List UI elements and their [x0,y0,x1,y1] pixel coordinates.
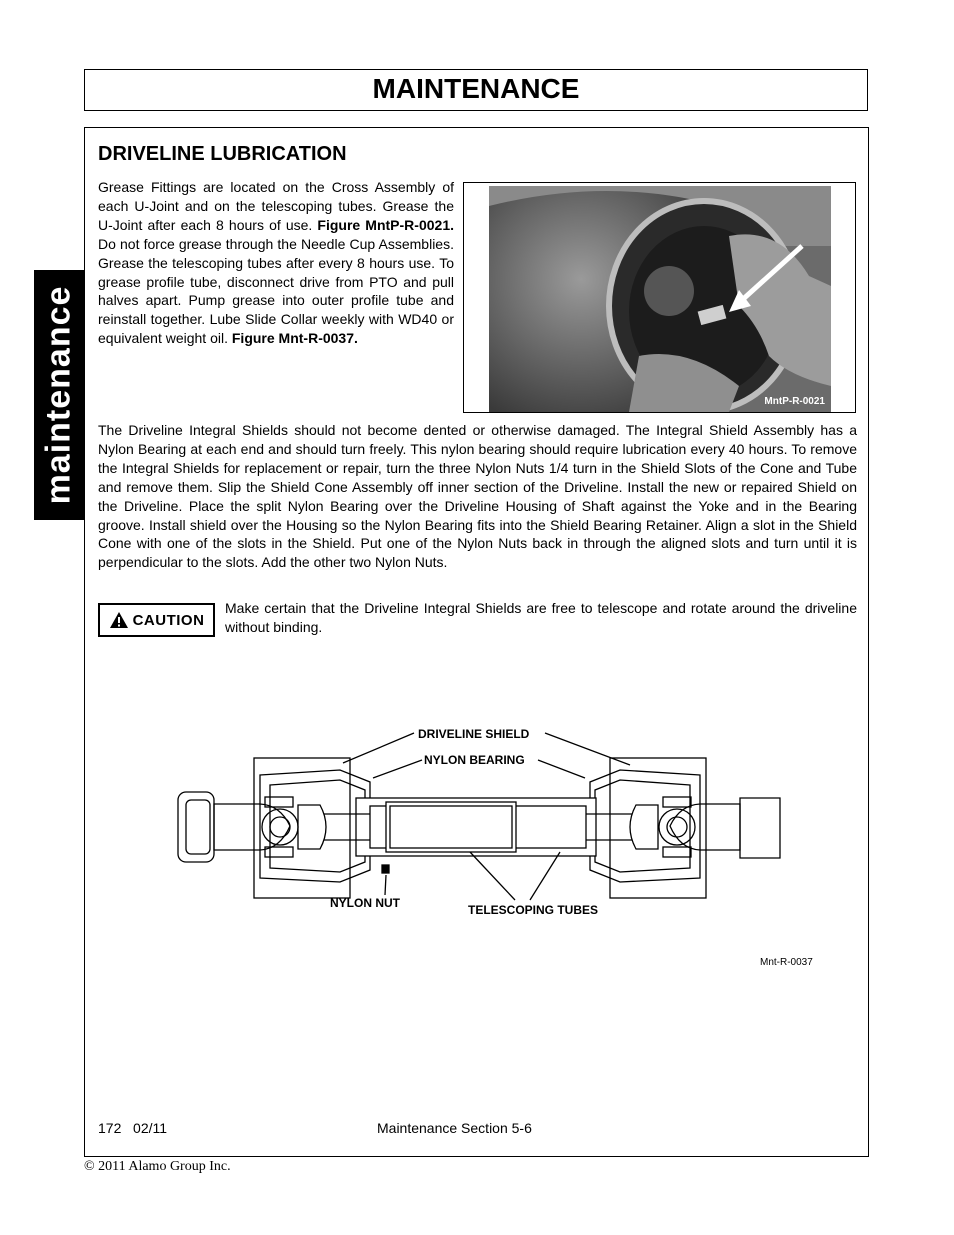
paragraph-grease-fittings [98,178,454,348]
footer-page-date: 172 02/11 [98,1120,168,1136]
paragraph-text: Grease Fittings are located on the Cross Assembly of each U-Joint and on the telescoping tubes. Grease the U-Joint after each 8 hours of use. [98,179,454,233]
label-driveline-shield: DRIVELINE SHIELD [418,727,530,741]
caution-badge [98,603,215,637]
photo-figure-label: MntP-R-0021 [764,396,825,407]
page-title: MAINTENANCE [372,73,580,104]
caution-message: Make certain that the Driveline Integral Shields are free to telescope and rotate around the driveline without binding. [225,600,857,635]
figure-reference: Figure Mnt-R-0037. [231,330,358,347]
label-nylon-bearing: NYLON BEARING [424,753,525,767]
caution-label: CAUTION [132,611,205,629]
section-title: DRIVELINE LUBRICATION [98,143,347,165]
diagram-figure-label: Mnt-R-0037 [760,957,813,968]
driveline-diagram [160,720,790,920]
warning-triangle-icon [109,611,129,629]
label-nylon-nut: NYLON NUT [330,896,400,910]
driveline-drawing [160,720,790,920]
figure-reference: Figure MntP-R-0021. [317,216,454,233]
paragraph-integral-shields: The Driveline Integral Shields should not become dented or otherwise damaged. The Integral Shield Assembly has a Nylon Bearing at each end and should turn freely. This nylon bearing should require lubrication every 40 hours. To remove the Integral Shields for replacement or repair, turn the three Nylon Nuts 1/4 turn in the Shield Slots of the Cone and Tube and remove them. Slip the Shield Cone Assembly off inner section of the Driveline. Install the new or repaired Shield on the Driveline. Place the split Nylon Bearing over the Driveline Housing of Shaft against the Yoke and in the Bearing groove. Install shield over the Housing so the Nylon Bearing fits into the Shield Bearing Retainer. Align a slot in the Shield Cone with one of the slots in the Shield. Put one of the Nylon Nuts back in through the aligned slots and turn until it is perpendicular to the slots. Add the other two Nylon Nuts. [98,422,857,571]
copyright: © 2011 Alamo Group Inc. [84,1159,231,1174]
label-telescoping-tubes: TELESCOPING TUBES [468,903,599,917]
photo-frame [463,182,856,413]
driveline-photo [489,186,831,412]
side-tab-label: maintenance [39,285,78,505]
footer-section: Maintenance Section 5-6 [377,1120,532,1136]
side-tab [34,270,84,520]
paragraph-text: Do not force grease through the Needle Cup Assemblies. Grease the telescoping tubes after every 8 hours use. To grease profile tube, disconnect drive from PTO and pull halves apart. Pump grease into outer profile tube and reinstall together. Lube Slide Collar weekly with WD40 or equivalent weight oil. [98,235,454,347]
driveline-photo-illustration [489,186,831,412]
